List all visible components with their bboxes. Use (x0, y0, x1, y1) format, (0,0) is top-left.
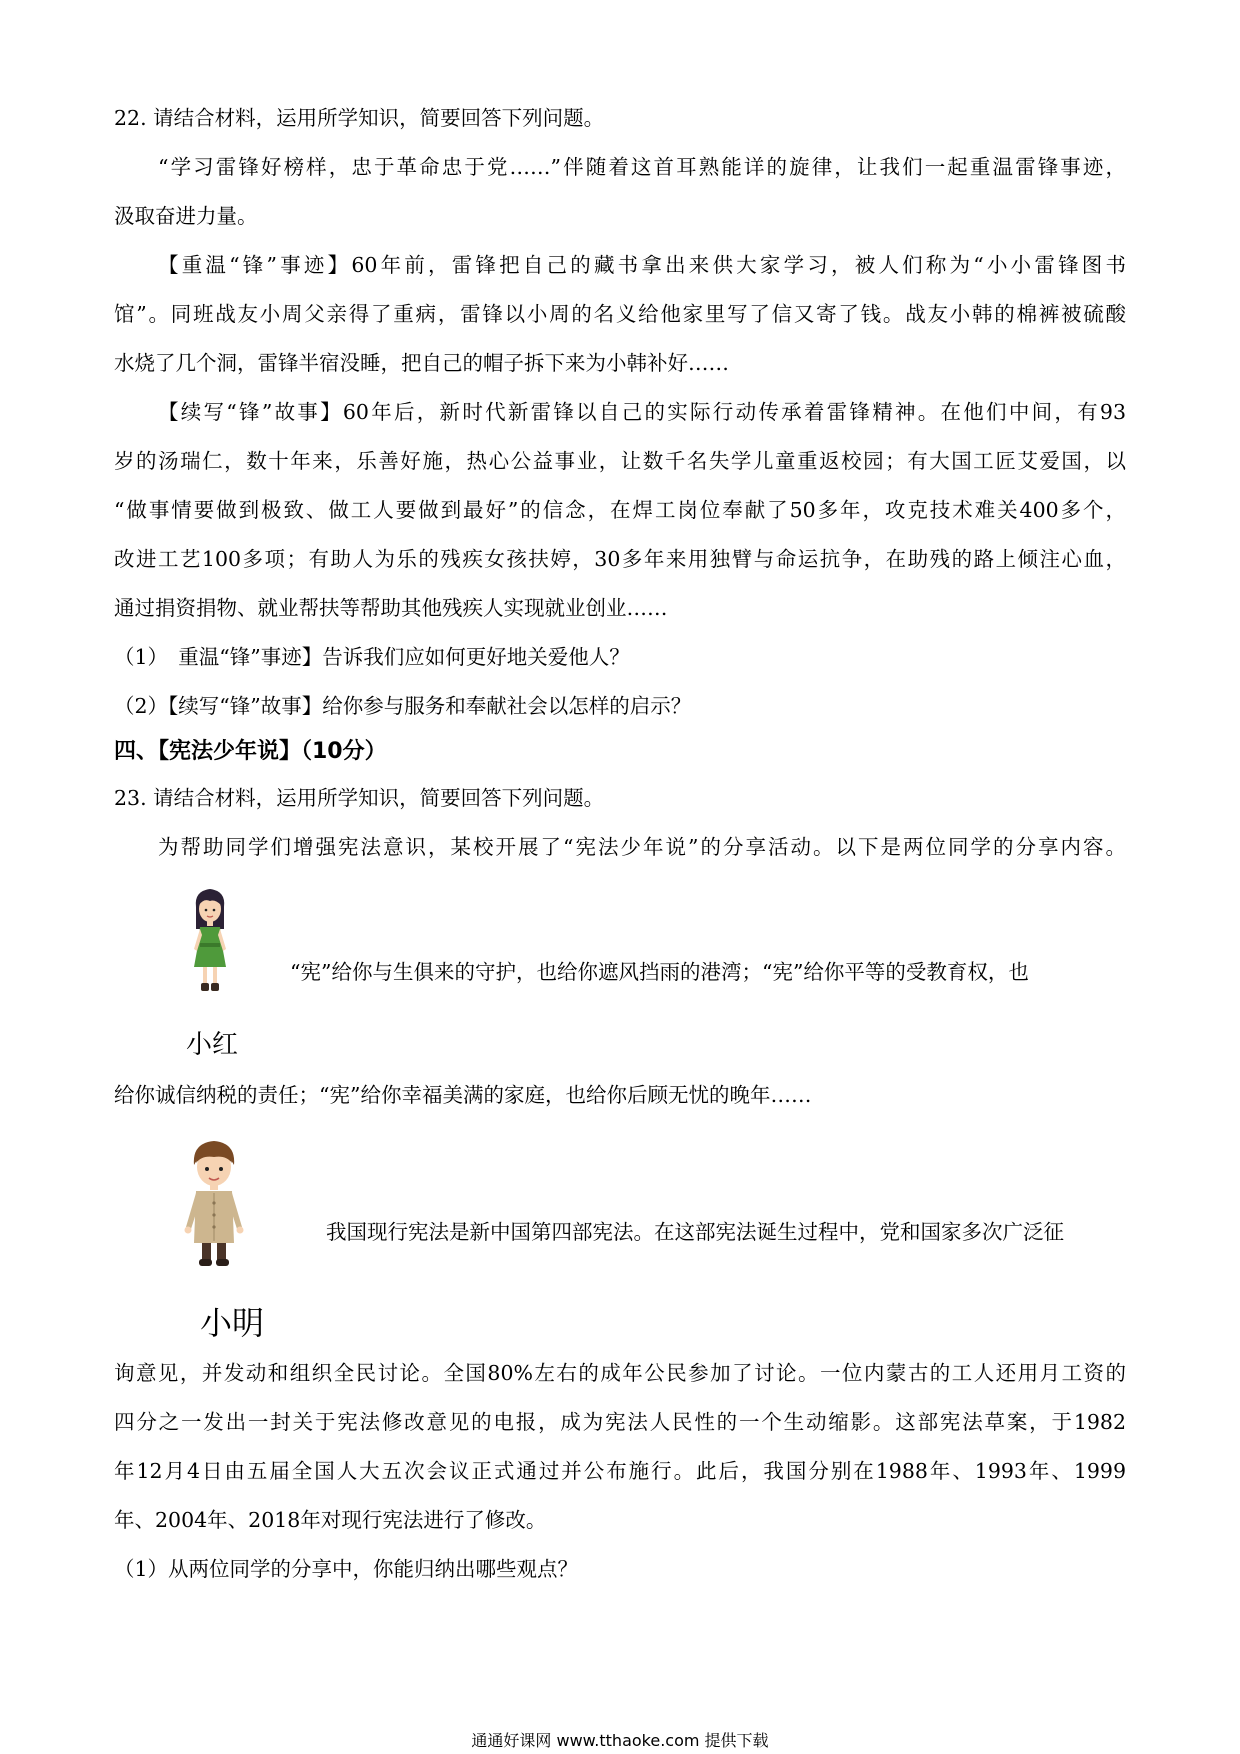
q22-p2-line5: 通过捐资捐物、就业帮扶等帮助其他残疾人实现就业创业…… (114, 596, 668, 620)
xiaohong-name: 小红 (186, 1030, 239, 1060)
page-footer: 通通好课网 www.tthaoke.com 提供下载 (471, 1731, 769, 1750)
xiaohong-speech-line1: “宪”给你与生俱来的守护，也给你遮风挡雨的港湾；“宪”给你平等的受教育权，也 (290, 960, 1029, 984)
q22-p2-line3: “做事情要做到极致、做工人要做到最好”的信念，在焊工岗位奉献了50多年，攻克技术难关400多个， (114, 498, 1126, 522)
q22-p2-line4: 改进工艺100多项；有助人为乐的残疾女孩扶婷，30多年来用独臂与命运抗争，在助残的路上倾注心血， (114, 547, 1126, 571)
q22-intro-line2: 汲取奋进力量。 (114, 204, 258, 228)
xiaoming-name: 小明 (200, 1304, 265, 1342)
xiaoming-speech-line1: 我国现行宪法是新中国第四部宪法。在这部宪法诞生过程中，党和国家多次广泛征 (326, 1220, 1064, 1244)
q22-p2-line2: 岁的汤瑞仁，数十年来，乐善好施，热心公益事业，让数千名失学儿童重返校园；有大国工匠艾爱国，以 (114, 449, 1126, 473)
q22-title: 22. 请结合材料，运用所学知识，简要回答下列问题。 (114, 106, 605, 130)
q22-p1-line3: 水烧了几个洞，雷锋半宿没睡，把自己的帽子拆下来为小韩补好…… (114, 351, 729, 375)
boy-avatar-icon (182, 1135, 246, 1271)
q23-intro: 为帮助同学们增强宪法意识，某校开展了“宪法少年说”的分享活动。以下是两位同学的分享内容。 (158, 835, 1126, 859)
q22-p2-line1: 【续写“锋”故事】60年后，新时代新雷锋以自己的实际行动传承着雷锋精神。在他们中间，有93 (158, 400, 1126, 424)
q22-subquestion-1: （1） 重温“锋”事迹】告诉我们应如何更好地关爱他人？ (114, 645, 630, 669)
q22-p1-line1: 【重温“锋”事迹】60年前，雷锋把自己的藏书拿出来供大家学习，被人们称为“小小雷锋图书 (158, 253, 1126, 277)
xiaohong-speech-line2: 给你诚信纳税的责任；“宪”给你幸福美满的家庭，也给你后顾无忧的晚年…… (114, 1083, 812, 1107)
q23-subquestion-1: （1）从两位同学的分享中，你能归纳出哪些观点？ (114, 1557, 579, 1581)
q22-p1-line2: 馆”。同班战友小周父亲得了重病，雷锋以小周的名义给他家里写了信又寄了钱。战友小韩的棉裤被硫酸 (114, 302, 1126, 326)
xiaoming-speech-line3: 四分之一发出一封关于宪法修改意见的电报，成为宪法人民性的一个生动缩影。这部宪法草案，于1982 (114, 1410, 1126, 1434)
xiaoming-speech-line5: 年、2004年、2018年对现行宪法进行了修改。 (114, 1508, 547, 1532)
section-heading: 四、【宪法少年说】（10分） (114, 739, 387, 764)
xiaoming-speech-line4: 年12月4日由五届全国人大五次会议正式通过并公布施行。此后，我国分别在1988年、1993年、1999 (114, 1459, 1126, 1483)
q22-intro-line1: “学习雷锋好榜样，忠于革命忠于党……”伴随着这首耳熟能详的旋律，让我们一起重温雷锋事迹， (158, 155, 1126, 179)
xiaoming-speech-line2: 询意见，并发动和组织全民讨论。全国80%左右的成年公民参加了讨论。一位内蒙古的工人还用月工资的 (114, 1361, 1126, 1385)
q22-subquestion-2: （2）【续写“锋”故事】给你参与服务和奉献社会以怎样的启示？ (114, 694, 692, 718)
q23-title: 23. 请结合材料，运用所学知识，简要回答下列问题。 (114, 786, 605, 810)
girl-avatar-icon (186, 885, 234, 997)
